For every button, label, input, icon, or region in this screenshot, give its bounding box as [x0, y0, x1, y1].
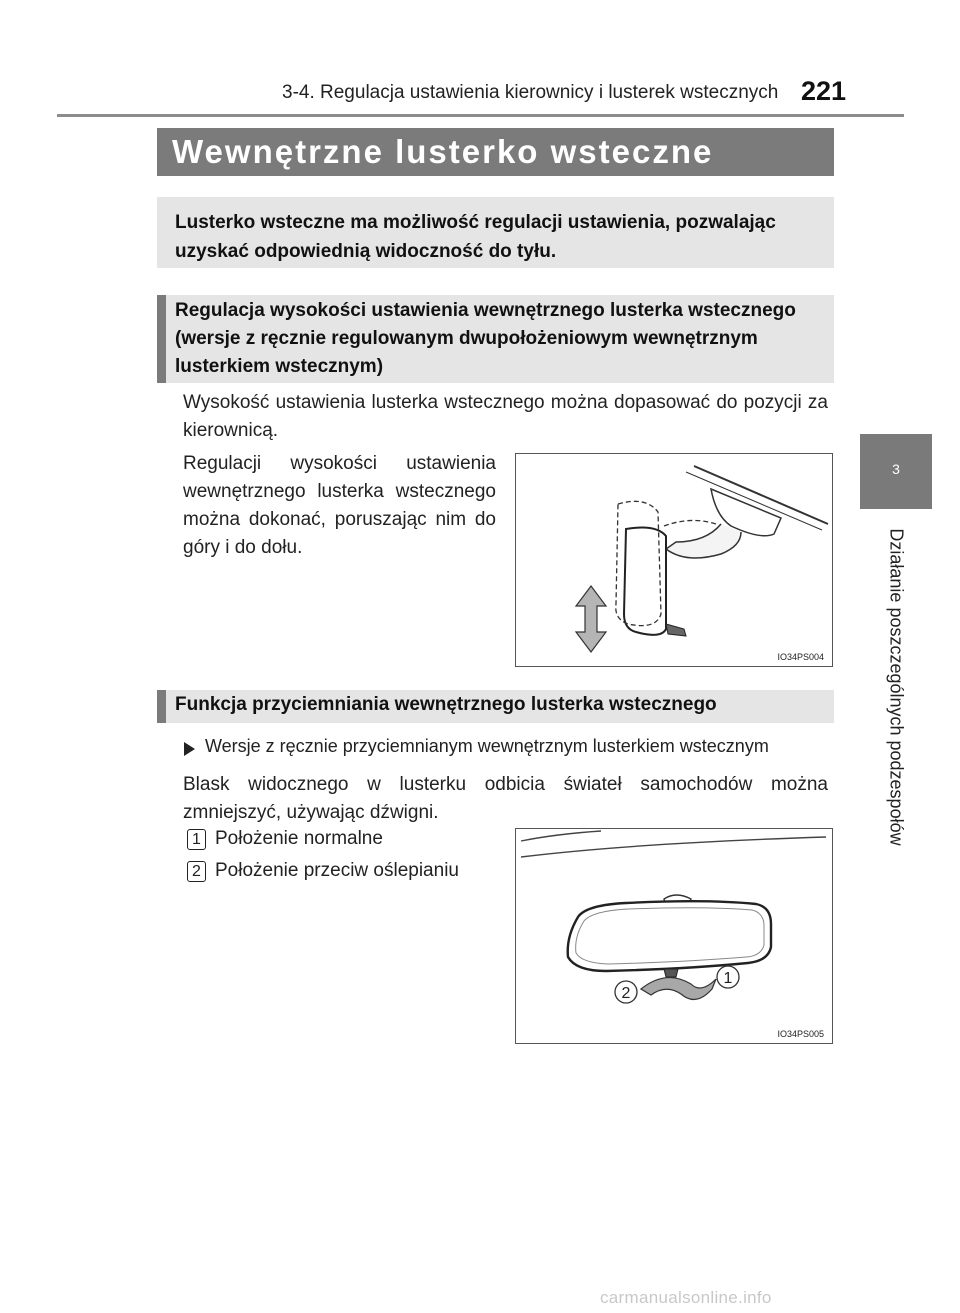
section2-heading: Funkcja przyciemniania wewnętrznego lusterka wstecznego — [175, 694, 717, 715]
chapter-tab-title: Działanie poszczególnych podzespołów — [886, 528, 907, 846]
section1-paragraph2: Regulacji wysokości ustawienia wewnętrznego lusterka wstecznego można dokonać, poruszając nim do góry i do dołu. — [183, 453, 496, 558]
list-item-label: Położenie przeciw oślepianiu — [215, 860, 459, 881]
section2-paragraph: Blask widocznego w lusterku odbicia świateł samochodów można zmniejszyć, używając dźwigni. — [183, 774, 828, 823]
mirror-dimming-figure — [515, 828, 833, 1044]
main-title: Wewnętrzne lusterko wsteczne — [172, 133, 714, 170]
callout-1: 1 — [723, 970, 733, 987]
item-number-badge: 2 — [187, 861, 206, 882]
bullet-arrow-icon — [184, 742, 195, 756]
section1-paragraph1: Wysokość ustawienia lusterka wstecznego można dopasować do pozycji za kierownicą. — [183, 392, 828, 441]
list-item-label: Położenie normalne — [215, 828, 383, 849]
callout-2: 2 — [621, 985, 631, 1002]
figure1-code: IO34PS004 — [777, 652, 824, 662]
section2-bullet: Wersje z ręcznie przyciemnianym wewnętrznym lusterkiem wstecznym — [205, 736, 769, 756]
item-number-badge: 1 — [187, 829, 206, 850]
watermark: carmanualsonline.info — [600, 1288, 772, 1307]
chapter-tab — [866, 514, 926, 860]
page-number: 221 — [801, 76, 847, 106]
mirror-dimming-illustration — [516, 829, 832, 1043]
header-divider — [57, 114, 904, 117]
chapter-tab-number: 3 — [860, 434, 932, 509]
section1-heading: Regulacja wysokości ustawienia wewnętrznego lusterka wstecznego (wersje z ręcznie regulowanym dwupołożeniowym wewnętrznym lusterkiem wstecznym) — [175, 300, 796, 377]
intro-text: Lusterko wsteczne ma możliwość regulacji ustawienia, pozwalając uzyskać odpowiednią widoczność do tyłu. — [175, 212, 776, 262]
figure2-code: IO34PS005 — [777, 1029, 824, 1039]
mirror-height-illustration — [516, 454, 832, 666]
mirror-height-figure — [515, 453, 833, 667]
running-header: 3-4. Regulacja ustawienia kierownicy i lusterek wstecznych — [282, 82, 779, 103]
